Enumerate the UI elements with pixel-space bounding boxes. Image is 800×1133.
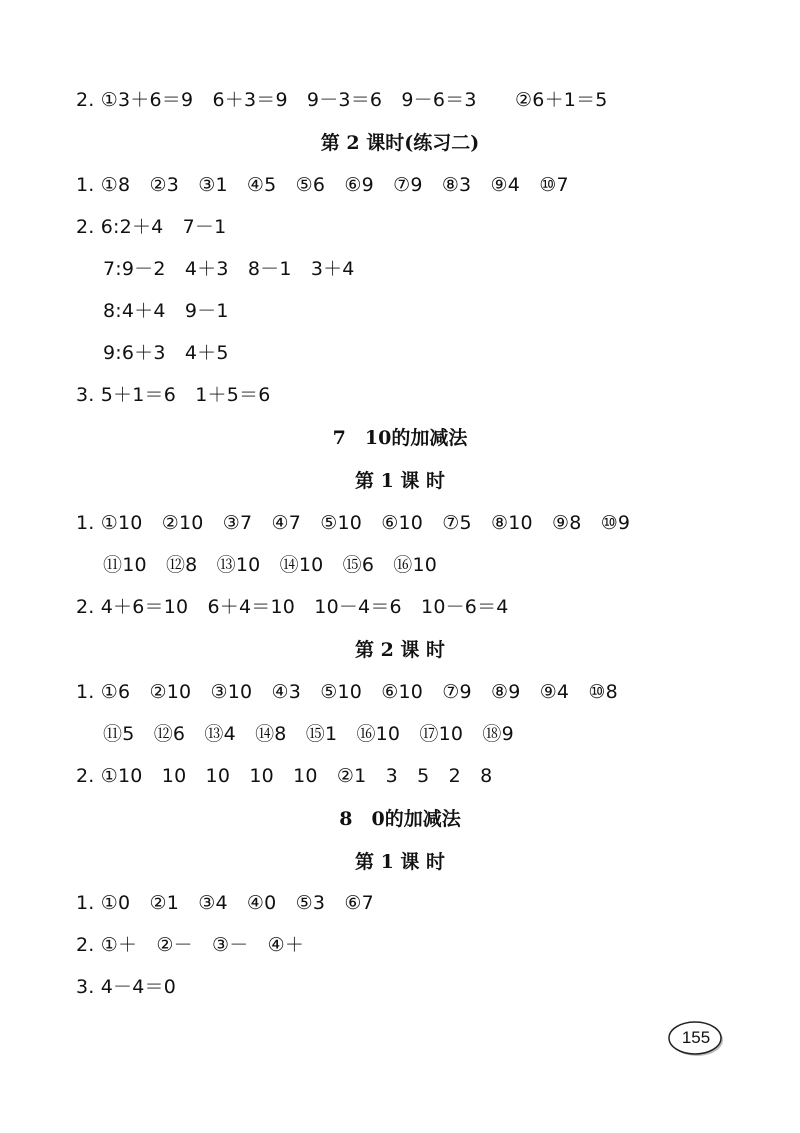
answer-line-1-cont: ⑪10 ⑫8 ⑬10 ⑭10 ⑮6 ⑯10: [103, 554, 438, 576]
answer-line-2: 2. 4＋6＝10 6＋4＝10 10－4＝6 10－6＝4: [76, 596, 509, 618]
answer-line-2-cont: 7:9－2 4＋3 8－1 3＋4: [103, 258, 355, 280]
answer-line-2-cont: 8:4＋4 9－1: [103, 300, 229, 322]
answer-line-2: 2. ①10 10 10 10 10 ②1 3 5 2 8: [76, 765, 493, 787]
lesson-heading-1: 第 1 课 时: [354, 470, 446, 492]
answer-line-1: 1. ①6 ②10 ③10 ④3 ⑤10 ⑥10 ⑦9 ⑧9 ⑨4 ⑩8: [76, 681, 618, 703]
answer-line-2-cont: 9:6＋3 4＋5: [103, 342, 229, 364]
answer-line-1-cont: ⑪5 ⑫6 ⑬4 ⑭8 ⑮1 ⑯10 ⑰10 ⑱9: [103, 723, 514, 745]
answer-line-3: 3. 5＋1＝6 1＋5＝6: [76, 384, 271, 406]
answer-line-1: 1. ①8 ②3 ③1 ④5 ⑤6 ⑥9 ⑦9 ⑧3 ⑨4 ⑩7: [76, 174, 569, 196]
answer-line-2: 2. ①3＋6＝9 6＋3＝9 9－3＝6 9－6＝3 ②6＋1＝5: [76, 89, 608, 111]
page-number: 155: [681, 1028, 711, 1047]
section-heading-lesson-2-practice: 第 2 课时(练习二): [320, 132, 480, 154]
answer-line-1: 1. ①10 ②10 ③7 ④7 ⑤10 ⑥10 ⑦5 ⑧10 ⑨8 ⑩9: [76, 512, 631, 534]
lesson-heading-2: 第 2 课 时: [354, 639, 446, 661]
answer-line-3: 3. 4－4＝0: [76, 976, 177, 998]
page-number-badge: [667, 1018, 725, 1058]
lesson-heading-1: 第 1 课 时: [354, 851, 446, 873]
unit-heading-0: 8 0的加减法: [339, 808, 461, 830]
unit-heading-10: 7 10的加减法: [332, 427, 468, 449]
answer-line-2: 2. ①＋ ②－ ③－ ④＋: [76, 934, 305, 956]
answer-line-1: 1. ①0 ②1 ③4 ④0 ⑤3 ⑥7: [76, 892, 374, 914]
answer-line-2: 2. 6:2＋4 7－1: [76, 216, 227, 238]
